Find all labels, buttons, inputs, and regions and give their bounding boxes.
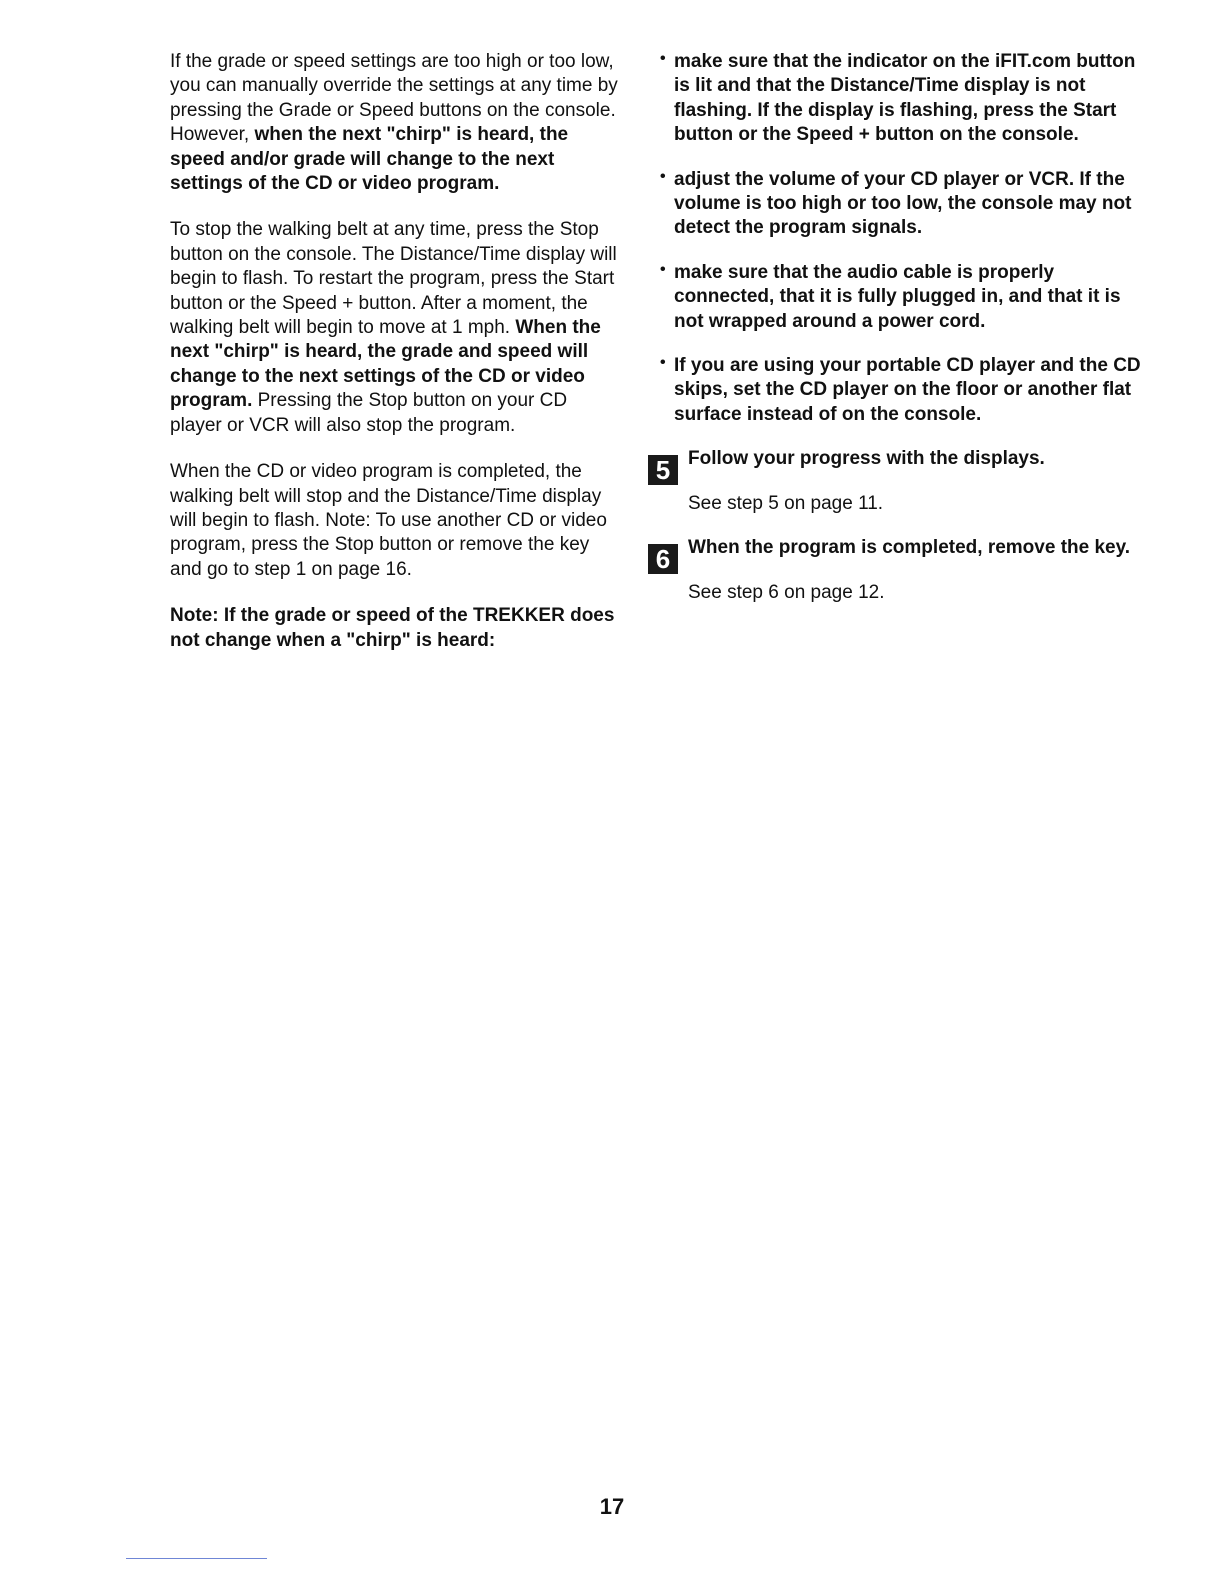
stop-belt-text-after: Pressing the Stop button on your CD player or VCR will also stop the program. [170, 390, 568, 436]
bullet-dot: • [660, 354, 666, 372]
bullet-dot: • [660, 167, 666, 185]
step-5 [646, 447, 1146, 516]
stop-belt-bold-text: When the next "chirp" is heard, the grade and speed will change to the next settings of the CD or video program. [170, 317, 601, 412]
step-number-badge: 5 [648, 455, 678, 485]
left-column [170, 50, 622, 653]
bullet-item [646, 50, 1146, 148]
bullet-item [646, 261, 1146, 334]
bullet-text: make sure that the indicator on the iFIT.com button is lit and that the Distance/Time display is not flashing. If the display is flashing, press the Start button or the Speed + button on the console. [674, 51, 1136, 146]
bullet-text: If you are using your portable CD player and the CD skips, set the CD player on the floor or another flat surface instead of on the console. [674, 355, 1141, 425]
step-body: See step 6 on page 12. [688, 581, 885, 603]
step-title: Follow your progress with the displays. [688, 448, 1045, 470]
override-text: If the grade or speed settings are too high or too low, you can manually override the settings at any time by pressing the Grade or Speed buttons on the console. However, [170, 51, 618, 146]
bullet-dot: • [660, 50, 666, 67]
paragraph-stop-belt [170, 218, 622, 438]
bullet-item [646, 168, 1146, 241]
step-title: When the program is completed, remove the key. [688, 537, 1131, 559]
step-body: See step 5 on page 11. [688, 492, 884, 514]
paragraph-program-completed: When the CD or video program is completed, the walking belt will stop and the Distance/Time display will begin to flash. Note: To use another CD or video program, press the Stop button or remove the key and go to step 1 on page 16. [170, 461, 607, 580]
footer-rule [126, 1558, 267, 1559]
bullet-item [646, 354, 1146, 427]
bullet-text: adjust the volume of your CD player or VCR. If the volume is too high or too low, the console may not detect the program signals. [674, 168, 1132, 239]
step-6 [646, 536, 1146, 605]
stop-belt-text: To stop the walking belt at any time, press the Stop button on the console. The Distance/Time display will begin to flash. To restart the program, press the Start button or the Speed + button. After a moment, the walking belt will begin to move at 1 mph. [170, 219, 617, 339]
bullet-dot: • [660, 260, 666, 278]
right-column [646, 50, 1146, 625]
page-number: 17 [599, 1494, 625, 1519]
note-heading: Note: If the grade or speed of the TREKKER does not change when a "chirp" is heard: [170, 605, 615, 651]
step-number-badge: 6 [648, 544, 678, 574]
bullet-text: make sure that the audio cable is properly connected, that it is fully plugged in, and that it is not wrapped around a power cord. [674, 261, 1121, 332]
paragraph-override-settings [170, 50, 622, 196]
override-bold-text: when the next "chirp" is heard, the speed and/or grade will change to the next settings of the CD or video program. [170, 124, 569, 195]
